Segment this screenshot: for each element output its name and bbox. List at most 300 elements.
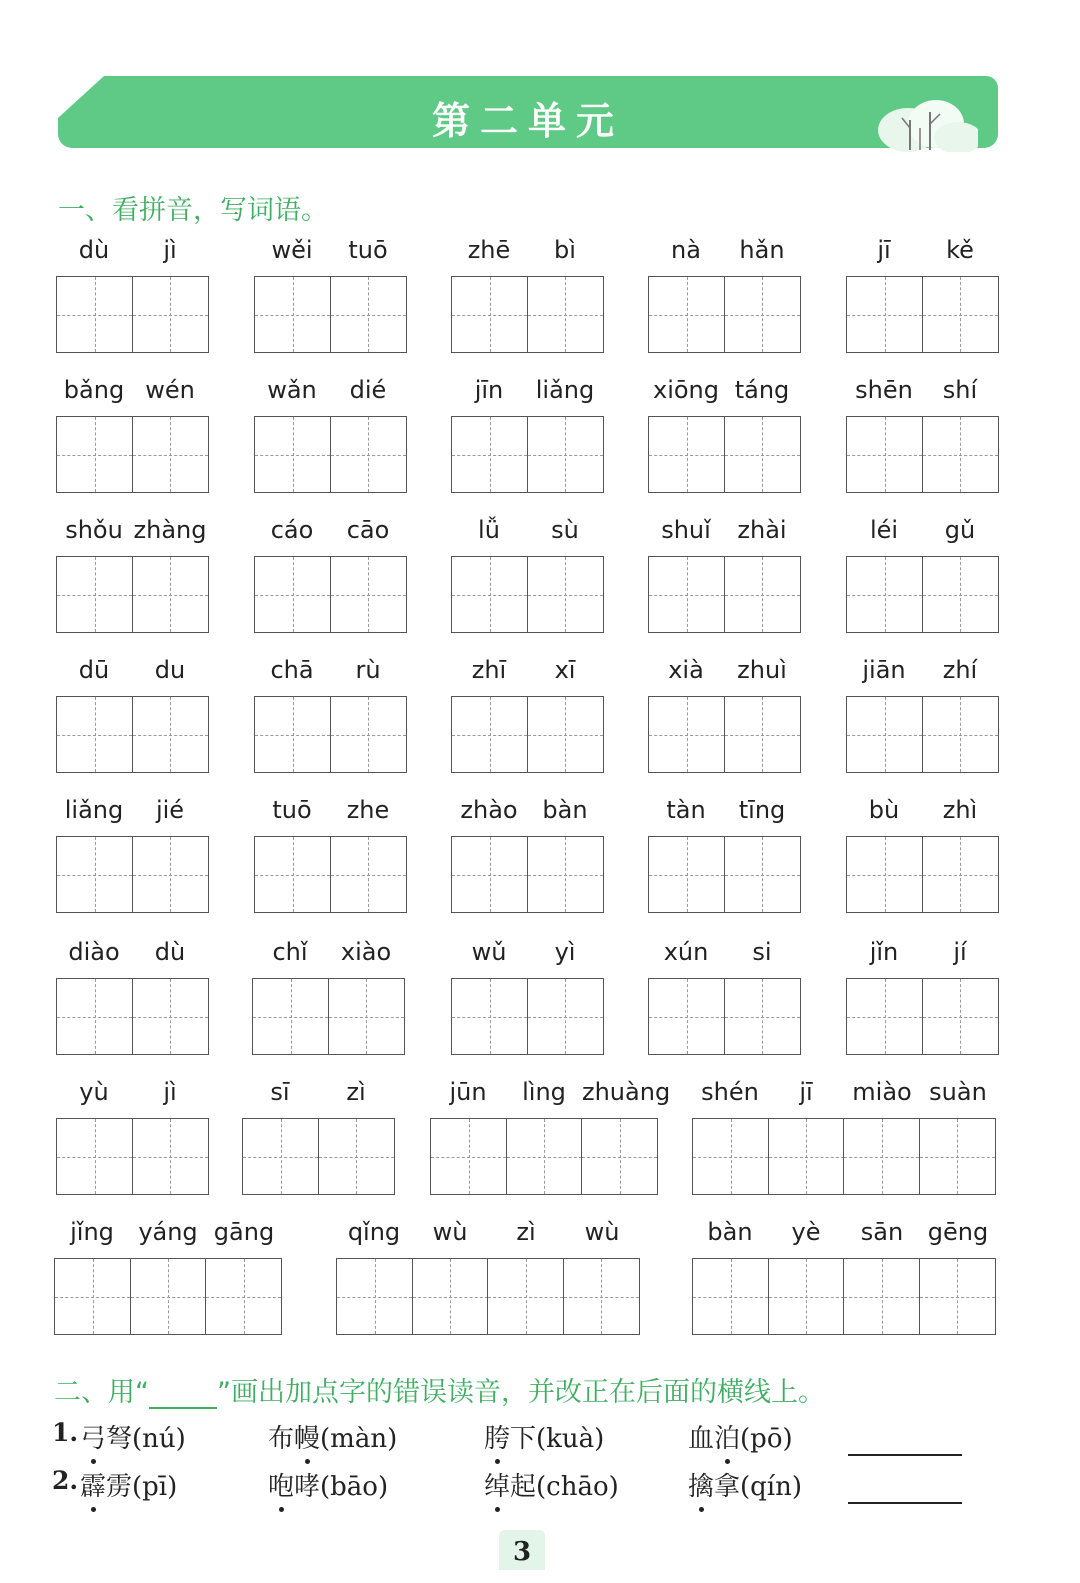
pinyin-syllable: rù	[355, 656, 381, 684]
writing-boxes	[451, 276, 604, 353]
pinyin-line	[648, 236, 800, 276]
writing-boxes	[254, 696, 407, 773]
section-1-title: 一、看拼音，写词语。	[58, 195, 328, 226]
pinyin-line	[254, 376, 406, 416]
word-group	[846, 516, 998, 556]
tianzige-box[interactable]	[846, 556, 923, 633]
tianzige-box[interactable]	[56, 556, 133, 633]
pinyin-syllable: bì	[554, 236, 576, 264]
tianzige-box[interactable]	[724, 978, 801, 1055]
writing-boxes	[56, 978, 209, 1055]
pinyin-syllable: tuō	[272, 796, 312, 824]
writing-boxes	[56, 1118, 209, 1195]
word-prefix: 布	[268, 1424, 295, 1454]
pinyin-syllable: zhàng	[133, 516, 207, 544]
tianzige-box[interactable]	[527, 416, 604, 493]
pinyin-syllable: jiān	[862, 656, 906, 684]
tianzige-box[interactable]	[527, 978, 604, 1055]
pinyin-line	[846, 236, 998, 276]
pinyin-line	[451, 938, 603, 978]
pinyin-line	[430, 1078, 671, 1118]
word-group	[648, 796, 800, 836]
word-reading[interactable]	[484, 1466, 619, 1503]
tianzige-box[interactable]	[768, 1118, 845, 1195]
pinyin-syllable: miào	[852, 1078, 912, 1106]
word-reading[interactable]	[80, 1466, 177, 1503]
tianzige-box[interactable]	[54, 1258, 131, 1335]
tianzige-box[interactable]	[846, 836, 923, 913]
pinyin-line	[648, 938, 800, 978]
pinyin-syllable: xià	[668, 656, 704, 684]
word-group	[336, 1218, 640, 1258]
word-group	[846, 656, 998, 696]
tianzige-box[interactable]	[768, 1258, 845, 1335]
pinyin-line	[451, 656, 603, 696]
word-group	[254, 796, 406, 836]
writing-boxes	[846, 416, 999, 493]
tianzige-box[interactable]	[527, 276, 604, 353]
tianzige-box[interactable]	[724, 696, 801, 773]
tianzige-box[interactable]	[692, 1118, 769, 1195]
tianzige-box[interactable]	[506, 1118, 583, 1195]
tianzige-box[interactable]	[648, 978, 725, 1055]
tianzige-box[interactable]	[451, 696, 528, 773]
writing-boxes	[56, 556, 209, 633]
question-row	[52, 1466, 1012, 1512]
pinyin-syllable: suàn	[929, 1078, 987, 1106]
word-group	[254, 236, 406, 276]
tianzige-box[interactable]	[922, 276, 999, 353]
pinyin-syllable: wù	[584, 1218, 620, 1246]
pinyin-syllable: chǐ	[272, 938, 308, 966]
tianzige-box[interactable]	[451, 416, 528, 493]
pinyin-syllable: si	[752, 938, 772, 966]
pinyin-syllable: chā	[270, 656, 314, 684]
writing-boxes	[451, 978, 604, 1055]
pinyin-syllable: jī	[877, 236, 891, 264]
pinyin-line	[648, 376, 800, 416]
pinyin-syllable: shí	[942, 376, 978, 404]
pinyin-syllable: léi	[869, 516, 899, 544]
writing-boxes	[254, 276, 407, 353]
word-group	[846, 376, 998, 416]
pinyin-line	[692, 1078, 996, 1118]
pinyin-line	[56, 796, 208, 836]
word-suffix-reading: 下(kuà)	[510, 1424, 605, 1454]
pinyin-syllable: lìng	[522, 1078, 566, 1106]
pinyin-line	[254, 236, 406, 276]
wavy-line-sample	[149, 1385, 217, 1409]
tianzige-box[interactable]	[648, 696, 725, 773]
tianzige-box[interactable]	[846, 978, 923, 1055]
pinyin-syllable: dié	[349, 376, 387, 404]
word-reading[interactable]	[268, 1418, 397, 1455]
writing-boxes	[846, 556, 999, 633]
word-group	[648, 938, 800, 978]
pinyin-syllable: lǚ	[478, 516, 500, 544]
tianzige-box[interactable]	[336, 1258, 413, 1335]
writing-boxes	[648, 696, 801, 773]
pinyin-syllable: jié	[155, 796, 185, 824]
pinyin-syllable: tàn	[666, 796, 706, 824]
tianzige-box[interactable]	[843, 1258, 920, 1335]
tianzige-box[interactable]	[330, 836, 407, 913]
pinyin-syllable: jūn	[449, 1078, 487, 1106]
pinyin-line	[846, 938, 998, 978]
pinyin-syllable: shén	[701, 1078, 759, 1106]
tianzige-box[interactable]	[430, 1118, 507, 1195]
writing-boxes	[254, 836, 407, 913]
pinyin-syllable: shuǐ	[661, 516, 711, 544]
section-2-title-b: ”画出加点字的错误读音，并改正在后面的横线上。	[217, 1377, 825, 1408]
tianzige-box[interactable]	[330, 276, 407, 353]
word-group	[254, 516, 406, 556]
pinyin-syllable: hǎn	[739, 236, 785, 264]
word-suffix-reading: 拿(qín)	[714, 1472, 803, 1502]
pinyin-syllable: jī	[799, 1078, 813, 1106]
writing-boxes	[846, 978, 999, 1055]
tianzige-box[interactable]	[451, 556, 528, 633]
pinyin-syllable: bàn	[707, 1218, 753, 1246]
word-group	[692, 1218, 996, 1258]
pinyin-syllable: yù	[79, 1078, 109, 1106]
page-number: 3	[499, 1530, 545, 1570]
tianzige-box[interactable]	[451, 978, 528, 1055]
unit-banner	[58, 76, 998, 148]
pinyin-line	[254, 796, 406, 836]
pinyin-syllable: du	[154, 656, 186, 684]
pinyin-line	[56, 236, 208, 276]
tianzige-box[interactable]	[527, 696, 604, 773]
tianzige-box[interactable]	[922, 836, 999, 913]
tianzige-box[interactable]	[724, 276, 801, 353]
pinyin-syllable: qǐng	[347, 1218, 401, 1246]
word-group	[56, 236, 208, 276]
question-number: 1.	[52, 1418, 79, 1447]
word-group	[252, 938, 404, 978]
tianzige-box[interactable]	[205, 1258, 282, 1335]
pinyin-syllable: diào	[68, 938, 120, 966]
tianzige-box[interactable]	[412, 1258, 489, 1335]
answer-blank[interactable]	[848, 1502, 962, 1504]
tianzige-box[interactable]	[130, 1258, 207, 1335]
pinyin-syllable: shēn	[855, 376, 913, 404]
tianzige-box[interactable]	[724, 556, 801, 633]
word-reading[interactable]	[268, 1466, 388, 1503]
word-group	[56, 376, 208, 416]
pinyin-syllable: jǐn	[869, 938, 899, 966]
tianzige-box[interactable]	[919, 1258, 996, 1335]
writing-boxes	[692, 1118, 996, 1195]
word-group	[56, 796, 208, 836]
tianzige-box[interactable]	[922, 416, 999, 493]
tianzige-box[interactable]	[330, 556, 407, 633]
pinyin-syllable: jì	[163, 1078, 177, 1106]
tianzige-box[interactable]	[252, 978, 329, 1055]
pinyin-line	[56, 376, 208, 416]
pinyin-syllable: jí	[953, 938, 967, 966]
tianzige-box[interactable]	[922, 696, 999, 773]
tianzige-box[interactable]	[922, 556, 999, 633]
tianzige-box[interactable]	[56, 416, 133, 493]
section-2-title	[54, 1370, 825, 1409]
pinyin-syllable: cáo	[270, 516, 314, 544]
pinyin-line	[846, 376, 998, 416]
pinyin-syllable: xún	[663, 938, 709, 966]
writing-boxes	[648, 836, 801, 913]
word-suffix-reading: (pō)	[740, 1424, 793, 1454]
pinyin-line	[648, 516, 800, 556]
tianzige-box[interactable]	[132, 696, 209, 773]
pinyin-syllable: zì	[516, 1218, 536, 1246]
pinyin-line	[336, 1218, 640, 1258]
pinyin-syllable: wù	[432, 1218, 468, 1246]
writing-boxes	[846, 696, 999, 773]
tianzige-box[interactable]	[648, 556, 725, 633]
pinyin-line	[56, 938, 208, 978]
writing-boxes	[451, 416, 604, 493]
word-reading[interactable]	[80, 1418, 186, 1455]
pinyin-line	[692, 1218, 996, 1258]
pinyin-line	[648, 796, 800, 836]
word-group	[56, 656, 208, 696]
unit-title: 第二单元	[431, 99, 624, 143]
pinyin-syllable: zhī	[471, 656, 507, 684]
word-group	[451, 516, 603, 556]
writing-boxes	[336, 1258, 640, 1335]
pinyin-syllable: zhài	[737, 516, 787, 544]
word-reading[interactable]	[484, 1418, 604, 1455]
tianzige-box[interactable]	[724, 836, 801, 913]
pinyin-syllable: wén	[145, 376, 195, 404]
word-group	[56, 516, 208, 556]
pinyin-syllable: dù	[154, 938, 186, 966]
pinyin-syllable: tuō	[348, 236, 388, 264]
pinyin-line	[648, 656, 800, 696]
tianzige-box[interactable]	[846, 416, 923, 493]
pinyin-syllable: kě	[946, 236, 974, 264]
pinyin-line	[451, 376, 603, 416]
tianzige-box[interactable]	[254, 276, 331, 353]
tianzige-box[interactable]	[56, 276, 133, 353]
tianzige-box[interactable]	[132, 978, 209, 1055]
word-reading[interactable]	[688, 1418, 793, 1455]
dotted-character: 咆	[268, 1472, 295, 1502]
word-group	[451, 796, 603, 836]
tianzige-box[interactable]	[132, 836, 209, 913]
pinyin-syllable: bàn	[542, 796, 588, 824]
tianzige-box[interactable]	[132, 1118, 209, 1195]
pinyin-syllable: yáng	[138, 1218, 198, 1246]
word-group	[846, 938, 998, 978]
pinyin-syllable: dū	[78, 656, 110, 684]
tianzige-box[interactable]	[648, 836, 725, 913]
dotted-character: 弓	[80, 1424, 107, 1454]
word-group	[451, 938, 603, 978]
tianzige-box[interactable]	[922, 978, 999, 1055]
pinyin-line	[254, 656, 406, 696]
word-group	[254, 376, 406, 416]
tianzige-box[interactable]	[724, 416, 801, 493]
word-suffix-reading: 起(chāo)	[510, 1472, 619, 1502]
pinyin-syllable: yì	[554, 938, 576, 966]
pinyin-syllable: cāo	[346, 516, 390, 544]
pinyin-line	[451, 796, 603, 836]
tianzige-box[interactable]	[919, 1118, 996, 1195]
tianzige-box[interactable]	[254, 696, 331, 773]
pinyin-syllable: xiào	[340, 938, 392, 966]
tianzige-box[interactable]	[56, 696, 133, 773]
writing-boxes	[430, 1118, 658, 1195]
tianzige-box[interactable]	[254, 556, 331, 633]
pinyin-syllable: liǎng	[64, 796, 124, 824]
tianzige-box[interactable]	[581, 1118, 658, 1195]
pinyin-syllable: gǔ	[944, 516, 976, 544]
dotted-character: 绰	[484, 1472, 511, 1502]
pinyin-syllable: shǒu	[65, 516, 123, 544]
tianzige-box[interactable]	[132, 556, 209, 633]
pinyin-syllable: jīn	[474, 376, 504, 404]
pinyin-syllable: gēng	[927, 1218, 989, 1246]
pinyin-syllable: gāng	[213, 1218, 275, 1246]
answer-blank[interactable]	[848, 1454, 962, 1456]
pinyin-syllable: zhē	[467, 236, 511, 264]
tianzige-box[interactable]	[132, 416, 209, 493]
tianzige-box[interactable]	[56, 836, 133, 913]
pinyin-line	[846, 656, 998, 696]
writing-boxes	[451, 696, 604, 773]
dotted-character: 擒	[688, 1472, 715, 1502]
word-reading[interactable]	[688, 1466, 802, 1503]
word-group	[56, 938, 208, 978]
writing-boxes	[846, 836, 999, 913]
pinyin-syllable: zhào	[460, 796, 518, 824]
tianzige-box[interactable]	[846, 276, 923, 353]
tree-decoration-icon	[868, 94, 978, 152]
word-group	[692, 1078, 996, 1118]
word-suffix-reading: 雳(pī)	[106, 1472, 178, 1502]
writing-boxes	[846, 276, 999, 353]
tianzige-box[interactable]	[254, 836, 331, 913]
tianzige-box[interactable]	[242, 1118, 319, 1195]
writing-boxes	[451, 556, 604, 633]
pinyin-syllable: zì	[346, 1078, 366, 1106]
tianzige-box[interactable]	[563, 1258, 640, 1335]
pinyin-syllable: wěi	[271, 236, 313, 264]
dotted-character: 幔	[294, 1424, 321, 1454]
pinyin-line	[56, 1078, 208, 1118]
tianzige-box[interactable]	[648, 276, 725, 353]
pinyin-line	[254, 516, 406, 556]
pinyin-line	[846, 516, 998, 556]
tianzige-box[interactable]	[318, 1118, 395, 1195]
pinyin-syllable: dù	[78, 236, 110, 264]
tianzige-box[interactable]	[254, 416, 331, 493]
pinyin-syllable: bǎng	[63, 376, 125, 404]
tianzige-box[interactable]	[451, 836, 528, 913]
writing-boxes	[648, 416, 801, 493]
tianzige-box[interactable]	[846, 696, 923, 773]
writing-boxes	[648, 556, 801, 633]
writing-boxes	[648, 276, 801, 353]
word-group	[254, 656, 406, 696]
word-group	[430, 1078, 671, 1118]
writing-boxes	[56, 836, 209, 913]
word-group	[451, 376, 603, 416]
pinyin-line	[252, 938, 404, 978]
pinyin-syllable: yè	[791, 1218, 821, 1246]
tianzige-box[interactable]	[692, 1258, 769, 1335]
question-number: 2.	[52, 1466, 79, 1495]
writing-boxes	[56, 696, 209, 773]
pinyin-syllable: jǐng	[70, 1218, 114, 1246]
section-2-title-a: 二、用“	[54, 1377, 149, 1408]
pinyin-syllable: xī	[554, 656, 576, 684]
word-group	[242, 1078, 394, 1118]
tianzige-box[interactable]	[328, 978, 405, 1055]
pinyin-syllable: jì	[163, 236, 177, 264]
word-group	[648, 236, 800, 276]
pinyin-syllable: wǎn	[267, 376, 317, 404]
dotted-character: 泊	[714, 1424, 741, 1454]
pinyin-syllable: táng	[734, 376, 790, 404]
tianzige-box[interactable]	[56, 978, 133, 1055]
word-group	[54, 1218, 282, 1258]
pinyin-syllable: sān	[860, 1218, 904, 1246]
pinyin-line	[846, 796, 998, 836]
pinyin-syllable: sù	[551, 516, 579, 544]
writing-boxes	[252, 978, 405, 1055]
pinyin-syllable: nà	[671, 236, 701, 264]
banner-fold	[58, 76, 104, 118]
word-group	[648, 656, 800, 696]
tianzige-box[interactable]	[527, 836, 604, 913]
pinyin-syllable: zhuàng	[582, 1078, 671, 1106]
tianzige-box[interactable]	[56, 1118, 133, 1195]
pinyin-syllable: tīng	[738, 796, 786, 824]
writing-boxes	[254, 416, 407, 493]
word-group	[846, 796, 998, 836]
tianzige-box[interactable]	[132, 276, 209, 353]
word-group	[648, 376, 800, 416]
pinyin-line	[242, 1078, 394, 1118]
word-group	[56, 1078, 208, 1118]
tianzige-box[interactable]	[648, 416, 725, 493]
word-suffix-reading: 哮(bāo)	[294, 1472, 389, 1502]
writing-boxes	[56, 416, 209, 493]
tianzige-box[interactable]	[487, 1258, 564, 1335]
dotted-character: 霹	[80, 1472, 107, 1502]
pinyin-syllable: zhe	[346, 796, 390, 824]
dotted-character: 胯	[484, 1424, 511, 1454]
writing-boxes	[254, 556, 407, 633]
pinyin-syllable: liǎng	[535, 376, 595, 404]
tianzige-box[interactable]	[330, 696, 407, 773]
tianzige-box[interactable]	[843, 1118, 920, 1195]
tianzige-box[interactable]	[451, 276, 528, 353]
writing-boxes	[242, 1118, 395, 1195]
pinyin-syllable: wǔ	[471, 938, 507, 966]
tianzige-box[interactable]	[330, 416, 407, 493]
pinyin-line	[56, 516, 208, 556]
pinyin-syllable: xiōng	[653, 376, 719, 404]
tianzige-box[interactable]	[527, 556, 604, 633]
pinyin-line	[451, 516, 603, 556]
word-group	[648, 516, 800, 556]
pinyin-line	[56, 656, 208, 696]
writing-boxes	[56, 276, 209, 353]
word-group	[846, 236, 998, 276]
